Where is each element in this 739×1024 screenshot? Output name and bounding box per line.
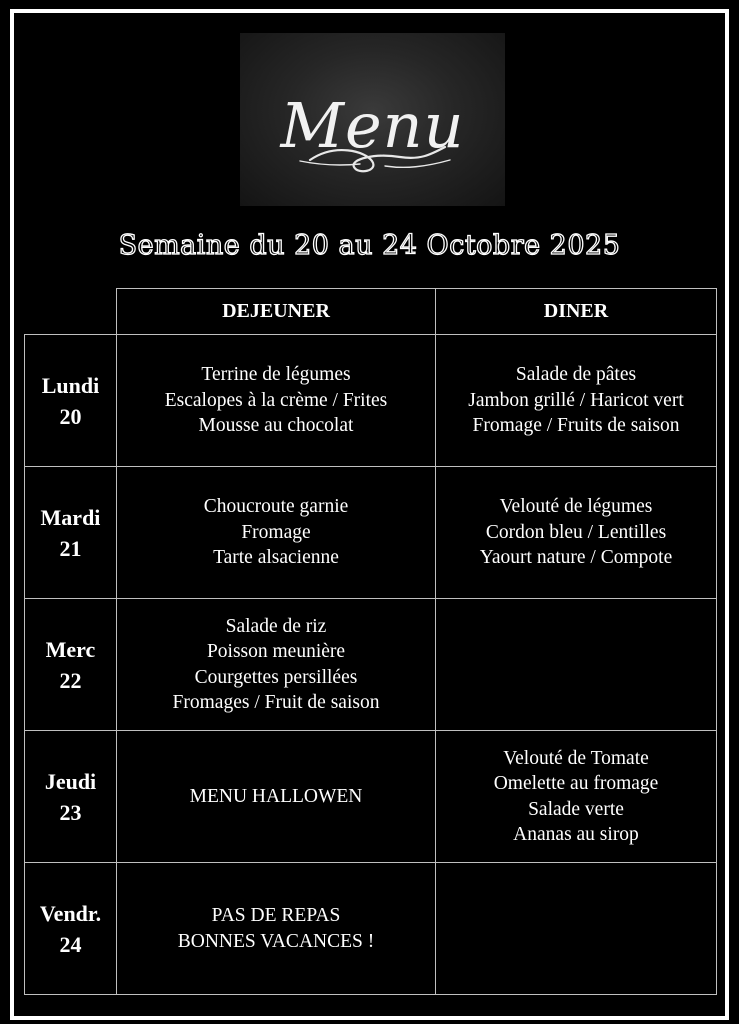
dinner-cell-empty (436, 863, 717, 995)
day-date: 20 (59, 403, 82, 429)
dinner-cell (436, 335, 717, 467)
day-date: 24 (59, 931, 82, 957)
lunch-cell (117, 467, 436, 599)
corner-cell (25, 289, 117, 335)
lunch-cell (117, 335, 436, 467)
day-date: 22 (59, 667, 82, 693)
table-row-friday (25, 863, 717, 995)
dish: Tarte alsacienne (213, 547, 339, 569)
lunch-cell (117, 863, 436, 995)
lunch-cell (117, 599, 436, 731)
dish: Escalopes à la crème / Frites (164, 389, 388, 411)
dish: Omelette au fromage (493, 773, 659, 794)
day-cell (25, 599, 117, 731)
day-date: 21 (59, 535, 82, 561)
column-header-lunch: DEJEUNER (117, 289, 436, 335)
table-row-monday (25, 335, 717, 467)
dinner-cell (436, 731, 717, 863)
day-cell (25, 467, 117, 599)
dish: Mousse au chocolat (198, 415, 354, 437)
dish: Fromages / Fruit de saison (172, 692, 380, 713)
dish: Poisson meunière (206, 641, 346, 662)
dinner-cell (436, 467, 717, 599)
dish: Ananas au sirop (513, 824, 639, 845)
dish: PAS DE REPAS (211, 905, 341, 926)
dish: Salade de riz (225, 615, 327, 637)
column-header-dinner: DINER (436, 289, 717, 335)
day-name: Mardi (40, 504, 101, 530)
dish: Salade verte (528, 798, 624, 820)
dish: Cordon bleu / Lentilles (485, 521, 667, 543)
day-name: Merc (45, 636, 96, 662)
dish: Salade de pâtes (515, 364, 637, 386)
dish: Choucroute garnie (203, 496, 349, 518)
day-cell (25, 335, 117, 467)
menu-title: Menu (280, 89, 465, 162)
day-date: 23 (59, 799, 82, 825)
dinner-cell-empty (436, 599, 717, 731)
dish: Velouté de Tomate (503, 747, 649, 769)
dish: Courgettes persillées (194, 666, 358, 688)
title-chalkboard (240, 33, 505, 206)
menu-table (24, 288, 717, 995)
week-title: Semaine du 20 au 24 Octobre 2025 (118, 230, 621, 261)
day-name: Lundi (41, 372, 100, 398)
dish: Terrine de légumes (201, 364, 351, 386)
dish: Fromage (241, 521, 311, 543)
table-row-tuesday (25, 467, 717, 599)
dish: Fromage / Fruits de saison (472, 415, 680, 437)
dish: Yaourt nature / Compote (479, 547, 673, 569)
dish: Velouté de légumes (499, 496, 653, 518)
dish: MENU HALLOWEN (189, 785, 363, 807)
dish: BONNES VACANCES ! (177, 930, 375, 952)
lunch-cell (117, 731, 436, 863)
flourish-ornament (240, 33, 505, 206)
table-row-thursday (25, 731, 717, 863)
day-name: Vendr. (39, 900, 102, 926)
day-cell (25, 863, 117, 995)
dish: Jambon grillé / Haricot vert (468, 389, 684, 411)
day-cell (25, 731, 117, 863)
day-name: Jeudi (44, 768, 97, 794)
header-row (25, 289, 717, 335)
table-row-wednesday (25, 599, 717, 731)
